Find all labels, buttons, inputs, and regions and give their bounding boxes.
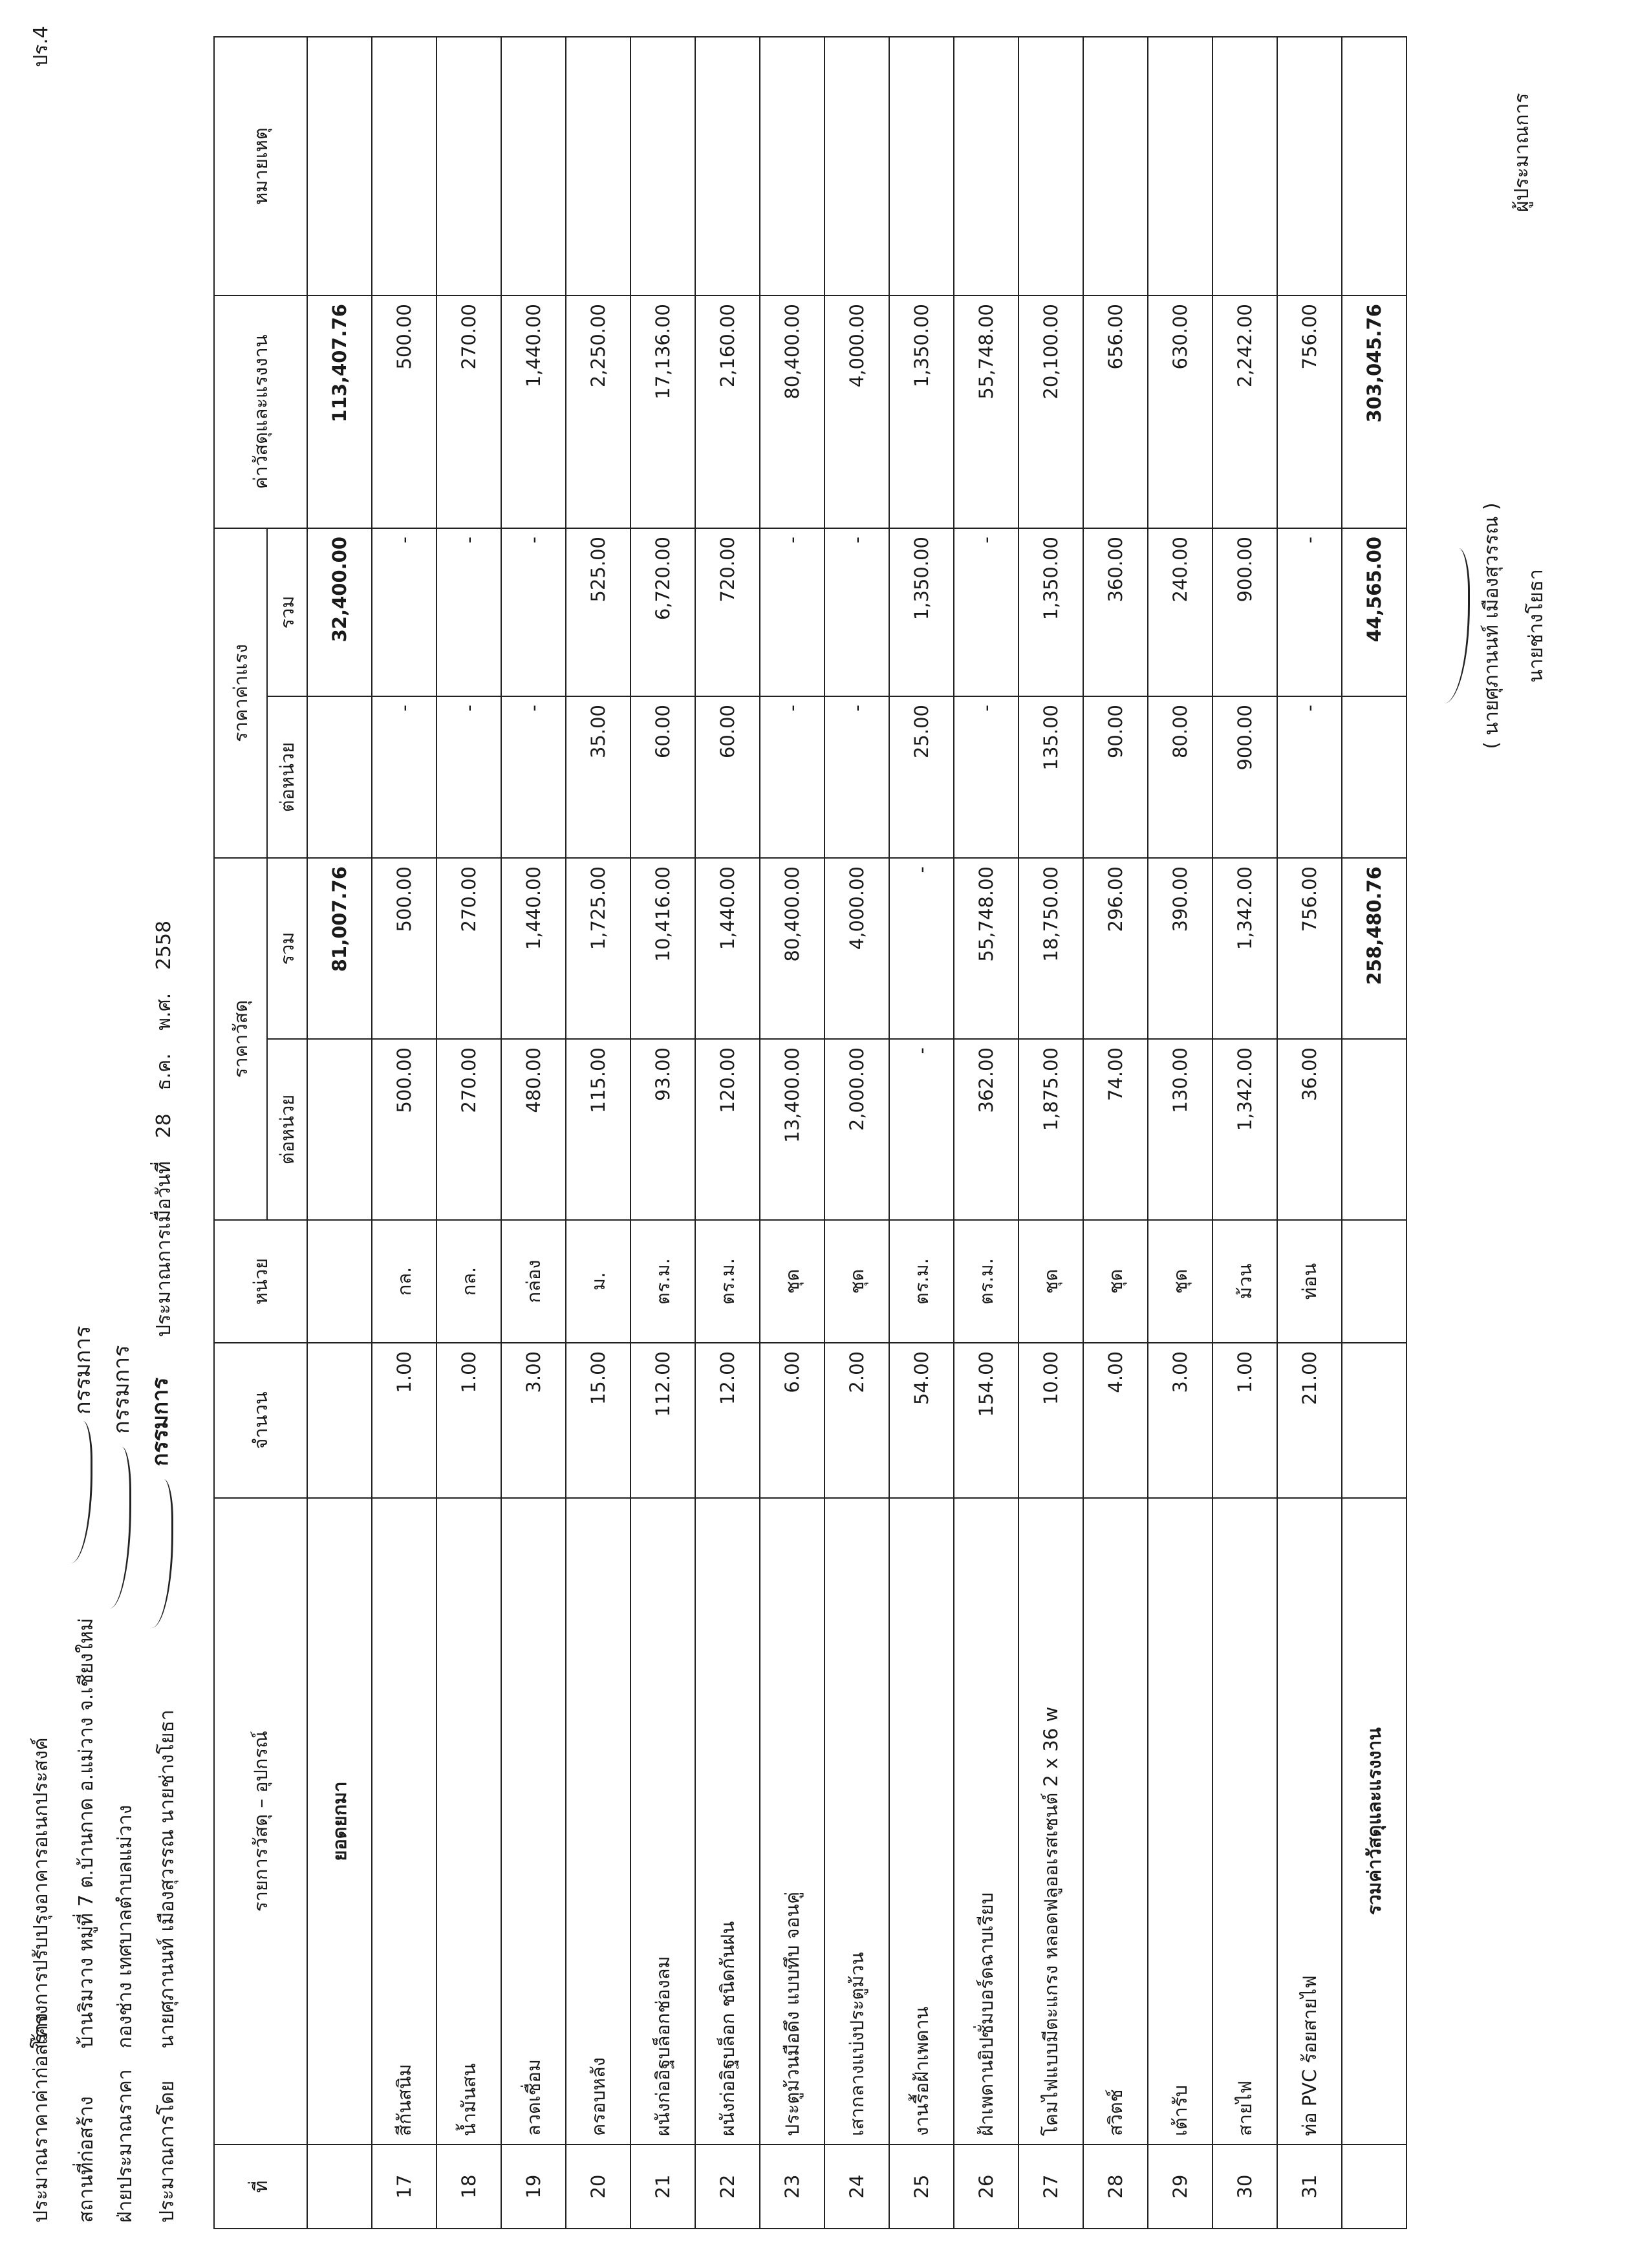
material-grand-total: 258,480.76 <box>1342 858 1406 1039</box>
cell-mat-unit: 120.00 <box>695 1039 760 1220</box>
cell-unit: ชุด <box>760 1220 824 1343</box>
cell-mat-sum: - <box>889 858 954 1039</box>
cell-total: 55,748.00 <box>954 295 1018 528</box>
cell-total: 656.00 <box>1083 295 1148 528</box>
cell-lab-unit: - <box>501 696 566 858</box>
cell-item: ลวดเชื่อม <box>501 1498 566 2145</box>
cell-lab-unit: 25.00 <box>889 696 954 858</box>
cell-unit: กล. <box>372 1220 436 1343</box>
cell-mat-unit: 362.00 <box>954 1039 1018 1220</box>
cell-lab-unit: 35.00 <box>566 696 630 858</box>
cell-item: ครอบหลัง <box>566 1498 630 2145</box>
col-labor-per-unit: ต่อหน่วย <box>267 696 307 858</box>
table-row <box>760 37 824 2229</box>
cell-qty: 21.00 <box>1277 1343 1342 1498</box>
col-unit: หน่วย <box>214 1220 307 1343</box>
cell-mat-unit: - <box>889 1039 954 1220</box>
bill-of-quantities-table <box>213 36 1407 2229</box>
cell-total: 1,350.00 <box>889 295 954 528</box>
col-total: ค่าวัสดุและแรงงาน <box>214 295 307 528</box>
cell-note <box>1018 37 1083 295</box>
cell-total: 4,000.00 <box>824 295 889 528</box>
cell-total: 17,136.00 <box>630 295 695 528</box>
cell-total: 270.00 <box>436 295 501 528</box>
cell-item: ผนังก่ออิฐบล็อก ชนิดกันฝน <box>695 1498 760 2145</box>
cell-no: 27 <box>1018 2145 1083 2229</box>
estimator-signature <box>1429 548 1470 703</box>
cell-lab-sum: - <box>372 528 436 696</box>
cell-total: 2,160.00 <box>695 295 760 528</box>
cell-item: สายไฟ <box>1212 1498 1277 2145</box>
cell-item: สีกันสนิม <box>372 1498 436 2145</box>
cell-item: โคมไฟแบบมีตะแกรง หลอดฟลูออเรสเซนต์ 2 x 36 w <box>1018 1498 1083 2145</box>
cell-total: 20,100.00 <box>1018 295 1083 528</box>
cell-no: 22 <box>695 2145 760 2229</box>
cell-mat-sum: 4,000.00 <box>824 858 889 1039</box>
cell-qty: 54.00 <box>889 1343 954 1498</box>
cell-unit: ชุด <box>824 1220 889 1343</box>
cell-item: น้ำมันสน <box>436 1498 501 2145</box>
cell-lab-sum: - <box>436 528 501 696</box>
cell-note <box>630 37 695 295</box>
cell-qty: 2.00 <box>824 1343 889 1498</box>
col-note: หมายเหตุ <box>214 37 307 295</box>
cell-note <box>695 37 760 295</box>
grand-total-row: รวมค่าวัสดุและแรงงาน 258,480.76 44,565.00 303,045.76 <box>1342 37 1406 2229</box>
cell-no: 31 <box>1277 2145 1342 2229</box>
cell-mat-sum: 1,342.00 <box>1212 858 1277 1039</box>
cell-lab-sum: 6,720.00 <box>630 528 695 696</box>
col-material-per-unit: ต่อหน่วย <box>267 1039 307 1220</box>
cell-mat-sum: 390.00 <box>1148 858 1212 1039</box>
cell-total: 756.00 <box>1277 295 1342 528</box>
estimate-date-line: ประมาณการเมื่อวันที่ 28 ธ.ค. พ.ศ. 2558 <box>153 920 175 1337</box>
cell-mat-unit: 13,400.00 <box>760 1039 824 1220</box>
cell-mat-unit: 93.00 <box>630 1039 695 1220</box>
cell-lab-sum: 720.00 <box>695 528 760 696</box>
cell-qty: 1.00 <box>372 1343 436 1498</box>
cell-unit: ตร.ม. <box>889 1220 954 1343</box>
cell-unit: ชุด <box>1083 1220 1148 1343</box>
cell-lab-unit: 80.00 <box>1148 696 1212 858</box>
form-code: ปร.4 <box>30 26 52 67</box>
cell-lab-sum: 900.00 <box>1212 528 1277 696</box>
cell-mat-sum: 756.00 <box>1277 858 1342 1039</box>
col-no: ที่ <box>214 2145 307 2229</box>
cell-unit: ตร.ม. <box>695 1220 760 1343</box>
cell-no: 24 <box>824 2145 889 2229</box>
grand-total: 303,045.76 <box>1342 295 1406 528</box>
cell-note <box>824 37 889 295</box>
cell-mat-unit: 500.00 <box>372 1039 436 1220</box>
table-row <box>1018 37 1083 2229</box>
cell-no: 18 <box>436 2145 501 2229</box>
cell-no: 20 <box>566 2145 630 2229</box>
cell-lab-unit: - <box>824 696 889 858</box>
table-row <box>954 37 1018 2229</box>
cell-lab-sum: - <box>501 528 566 696</box>
cell-item: สวิตช์ <box>1083 1498 1148 2145</box>
cell-total: 2,242.00 <box>1212 295 1277 528</box>
cell-lab-unit: - <box>372 696 436 858</box>
table-row <box>501 37 566 2229</box>
cell-unit: ชุด <box>1018 1220 1083 1343</box>
cell-unit: ตร.ม. <box>630 1220 695 1343</box>
cell-unit: กล. <box>436 1220 501 1343</box>
estimator-value: นายศุภานนท์ เมืองสุวรรณ นายช่างโยธา <box>156 1709 178 2049</box>
checker-2-signature <box>97 1447 131 1609</box>
cell-unit: ชุด <box>1148 1220 1212 1343</box>
checker-3-signature <box>139 1479 173 1628</box>
col-labor: ราคาค่าแรง <box>214 528 267 858</box>
cell-mat-unit: 480.00 <box>501 1039 566 1220</box>
cell-lab-unit: 60.00 <box>695 696 760 858</box>
cell-mat-unit: 74.00 <box>1083 1039 1148 1220</box>
cell-qty: 4.00 <box>1083 1343 1148 1498</box>
cell-mat-sum: 18,750.00 <box>1018 858 1083 1039</box>
cell-no: 29 <box>1148 2145 1212 2229</box>
cell-note <box>1277 37 1342 295</box>
cell-mat-unit: 270.00 <box>436 1039 501 1220</box>
cell-unit: กล่อง <box>501 1220 566 1343</box>
table-row <box>566 37 630 2229</box>
cell-mat-unit: 2,000.00 <box>824 1039 889 1220</box>
cell-qty: 3.00 <box>1148 1343 1212 1498</box>
estimator-role: ผู้ประมาณการ <box>1511 92 1533 212</box>
cell-note <box>372 37 436 295</box>
cell-lab-sum: 1,350.00 <box>1018 528 1083 696</box>
cell-lab-unit: 900.00 <box>1212 696 1277 858</box>
cell-mat-sum: 296.00 <box>1083 858 1148 1039</box>
cell-total: 500.00 <box>372 295 436 528</box>
cell-mat-unit: 1,342.00 <box>1212 1039 1277 1220</box>
cell-total: 630.00 <box>1148 295 1212 528</box>
cell-unit: ม้วน <box>1212 1220 1277 1343</box>
cell-mat-unit: 36.00 <box>1277 1039 1342 1220</box>
estimator-name: ( นายศุภานนท์ เมืองสุวรรณ ) <box>1480 502 1503 749</box>
cell-note <box>889 37 954 295</box>
estimator-signature-block <box>1429 445 1551 807</box>
checker-1: กรรมการ <box>70 1325 96 1415</box>
cell-note <box>436 37 501 295</box>
site-value: บ้านริมวาง หมู่ที่ 7 ต.บ้านกาด อ.แม่วาง จ.เชียงใหม่ <box>75 1618 98 2049</box>
cell-qty: 6.00 <box>760 1343 824 1498</box>
cell-qty: 1.00 <box>436 1343 501 1498</box>
cell-no: 26 <box>954 2145 1018 2229</box>
cell-note <box>1083 37 1148 295</box>
cell-no: 17 <box>372 2145 436 2229</box>
cell-note <box>501 37 566 295</box>
checker-1-signature <box>58 1421 92 1563</box>
estimator-line: ประมาณการโดย นายศุภานนท์ เมืองสุวรรณ นายช่างโยธา <box>152 1709 182 2223</box>
cell-qty: 112.00 <box>630 1343 695 1498</box>
cell-mat-sum: 55,748.00 <box>954 858 1018 1039</box>
cell-mat-unit: 130.00 <box>1148 1039 1212 1220</box>
cell-lab-sum: - <box>760 528 824 696</box>
cell-lab-sum: - <box>954 528 1018 696</box>
cell-lab-sum: 1,350.00 <box>889 528 954 696</box>
cell-item: งานรื้อฝ้าเพดาน <box>889 1498 954 2145</box>
cell-no: 23 <box>760 2145 824 2229</box>
cell-lab-unit: 135.00 <box>1018 696 1083 858</box>
cell-lab-unit: 60.00 <box>630 696 695 858</box>
cell-lab-unit: 90.00 <box>1083 696 1148 858</box>
cell-qty: 10.00 <box>1018 1343 1083 1498</box>
col-material: ราคาวัสดุ <box>214 858 267 1220</box>
table-row <box>436 37 501 2229</box>
cell-item: ผนังก่ออิฐบล็อกช่องลม <box>630 1498 695 2145</box>
cell-item: ท่อ PVC ร้อยสายไฟ <box>1277 1498 1342 2145</box>
col-qty: จำนวน <box>214 1343 307 1498</box>
cell-mat-unit: 115.00 <box>566 1039 630 1220</box>
department-value: กองช่าง เทศบาลตำบลแม่วาง <box>114 1804 136 2049</box>
cell-total: 2,250.00 <box>566 295 630 528</box>
col-item: รายการวัสดุ – อุปกรณ์ <box>214 1498 307 2145</box>
cell-note <box>1212 37 1277 295</box>
date-day: 28 <box>153 1113 175 1139</box>
project-line: ประมาณราคาค่าก่อสร้าง โครงการปรับปรุงอาคารอเนกประสงค์ <box>26 1737 56 2223</box>
checker-3: กรรมการ <box>147 1377 173 1466</box>
cell-qty: 154.00 <box>954 1343 1018 1498</box>
cell-lab-unit: - <box>1277 696 1342 858</box>
estimator-position: นายช่างโยธา <box>1525 569 1547 683</box>
cell-lab-sum: 525.00 <box>566 528 630 696</box>
cell-lab-sum: 360.00 <box>1083 528 1148 696</box>
cell-mat-sum: 500.00 <box>372 858 436 1039</box>
table-row <box>695 37 760 2229</box>
checker-2: กรรมการ <box>109 1345 135 1434</box>
cell-total: 1,440.00 <box>501 295 566 528</box>
table-row <box>824 37 889 2229</box>
cell-no: 28 <box>1083 2145 1148 2229</box>
cell-lab-sum: 240.00 <box>1148 528 1212 696</box>
date-month: ธ.ค. <box>153 1053 175 1091</box>
cell-lab-unit: - <box>436 696 501 858</box>
cell-mat-sum: 1,440.00 <box>695 858 760 1039</box>
cell-unit: ม. <box>566 1220 630 1343</box>
cell-qty: 3.00 <box>501 1343 566 1498</box>
cell-lab-sum: - <box>824 528 889 696</box>
table-row <box>1083 37 1148 2229</box>
table-row <box>630 37 695 2229</box>
cell-mat-sum: 10,416.00 <box>630 858 695 1039</box>
project-name: โครงการปรับปรุงอาคารอเนกประสงค์ <box>30 1737 52 2049</box>
cell-mat-sum: 80,400.00 <box>760 858 824 1039</box>
table-row <box>372 37 436 2229</box>
cell-unit: ท่อน <box>1277 1220 1342 1343</box>
cell-lab-unit: - <box>954 696 1018 858</box>
cell-unit: ตร.ม. <box>954 1220 1018 1343</box>
cell-mat-unit: 1,875.00 <box>1018 1039 1083 1220</box>
date-year: 2558 <box>153 920 175 970</box>
cell-item: เสากลางแบ่งประตูม้วน <box>824 1498 889 2145</box>
site-line: สถานที่ก่อสร้าง บ้านริมวาง หมู่ที่ 7 ต.บ้านกาด อ.แม่วาง จ.เชียงใหม่ <box>71 1618 102 2223</box>
cell-qty: 15.00 <box>566 1343 630 1498</box>
cell-no: 21 <box>630 2145 695 2229</box>
cell-no: 25 <box>889 2145 954 2229</box>
table-row <box>1277 37 1342 2229</box>
cell-note <box>1148 37 1212 295</box>
cell-mat-sum: 1,440.00 <box>501 858 566 1039</box>
department-line: ฝ่ายประมาณราคา กองช่าง เทศบาลตำบลแม่วาง <box>110 1805 140 2223</box>
cell-lab-sum: - <box>1277 528 1342 696</box>
cell-no: 19 <box>501 2145 566 2229</box>
cell-mat-sum: 270.00 <box>436 858 501 1039</box>
col-material-sum: รวม <box>267 858 307 1039</box>
labor-grand-total: 44,565.00 <box>1342 528 1406 696</box>
col-labor-sum: รวม <box>267 528 307 696</box>
cell-note <box>954 37 1018 295</box>
cell-lab-unit: - <box>760 696 824 858</box>
cell-item: เต้ารับ <box>1148 1498 1212 2145</box>
cell-note <box>566 37 630 295</box>
carried-forward-row: ยอดยกมา 81,007.76 32,400.00 113,407.76 <box>307 37 372 2229</box>
cell-qty: 1.00 <box>1212 1343 1277 1498</box>
cell-mat-sum: 1,725.00 <box>566 858 630 1039</box>
table-row <box>1148 37 1212 2229</box>
cell-qty: 12.00 <box>695 1343 760 1498</box>
table-row <box>1212 37 1277 2229</box>
cell-note <box>760 37 824 295</box>
cell-item: ประตูม้วนมือดึง แบบทึบ จอนคู่ <box>760 1498 824 2145</box>
cell-total: 80,400.00 <box>760 295 824 528</box>
table-row <box>889 37 954 2229</box>
cell-no: 30 <box>1212 2145 1277 2229</box>
cell-item: ฝ้าเพดานยิปซั่มบอร์ดฉาบเรียบ <box>954 1498 1018 2145</box>
